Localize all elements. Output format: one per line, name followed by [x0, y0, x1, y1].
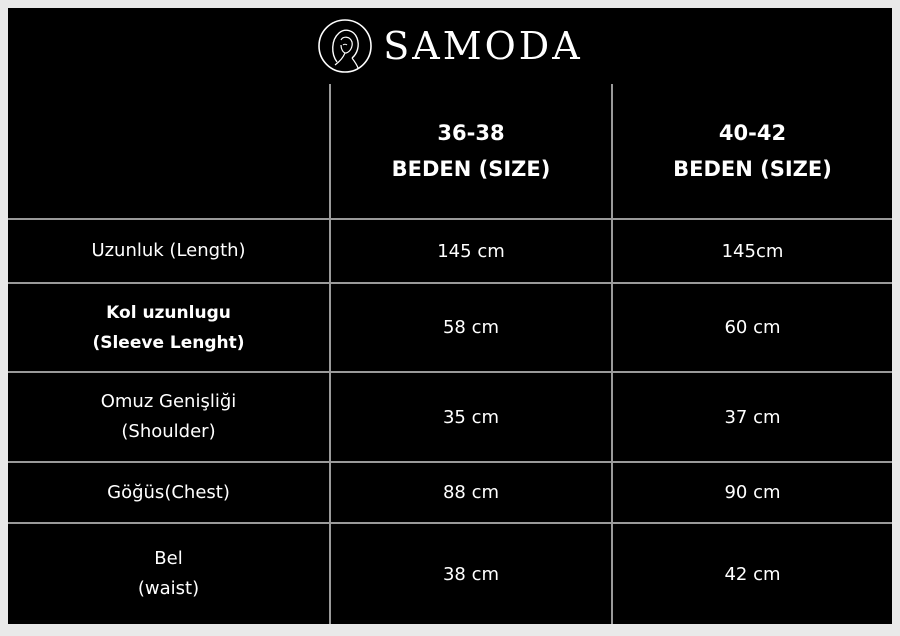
row-label-text: Uzunluk (Length): [91, 240, 246, 261]
row-label-chest: [8, 462, 330, 523]
value-cell: 90 cm: [612, 462, 892, 523]
table-row: [8, 219, 892, 283]
size-caption: BEDEN (SIZE): [391, 157, 551, 181]
row-label-text: Bel: [154, 548, 183, 569]
size-header-40-42: [612, 84, 892, 219]
hijab-woman-logo-icon: [317, 18, 373, 74]
brand-header: [8, 8, 892, 84]
value-cell: 37 cm: [612, 372, 892, 462]
size-caption: BEDEN (SIZE): [673, 157, 832, 181]
corner-cell: [8, 84, 330, 219]
row-label-text: Omuz Genişliği: [100, 391, 237, 412]
row-label-text: Göğüs(Chest): [107, 481, 230, 503]
value-cell: 145cm: [612, 219, 892, 283]
value-cell: 58 cm: [330, 283, 612, 372]
value-cell: 35 cm: [330, 372, 612, 462]
row-label-shoulder: [8, 372, 330, 462]
value-cell: 88 cm: [330, 462, 612, 523]
table-header-row: [8, 84, 892, 219]
brand-name: SAMODA: [383, 24, 583, 68]
table-row: [8, 462, 892, 523]
table-row: [8, 372, 892, 462]
size-table: [8, 84, 892, 624]
table-row: [8, 283, 892, 372]
row-label-text: Kol uzunlugu: [106, 302, 231, 323]
value-cell: 60 cm: [612, 283, 892, 372]
size-range: 40-42: [718, 121, 787, 145]
row-label-subtext: (Sleeve Lenght): [92, 332, 245, 353]
size-chart: [8, 8, 892, 624]
table-row: [8, 523, 892, 624]
row-label-subtext: (waist): [137, 578, 200, 599]
row-label-sleeve: [8, 283, 330, 372]
value-cell: 38 cm: [330, 523, 612, 624]
value-cell: 42 cm: [612, 523, 892, 624]
row-label-waist: [8, 523, 330, 624]
row-label-subtext: (Shoulder): [121, 421, 216, 442]
size-range: 36-38: [437, 121, 505, 145]
value-cell: 145 cm: [330, 219, 612, 283]
size-header-36-38: [330, 84, 612, 219]
row-label-length: [8, 219, 330, 283]
